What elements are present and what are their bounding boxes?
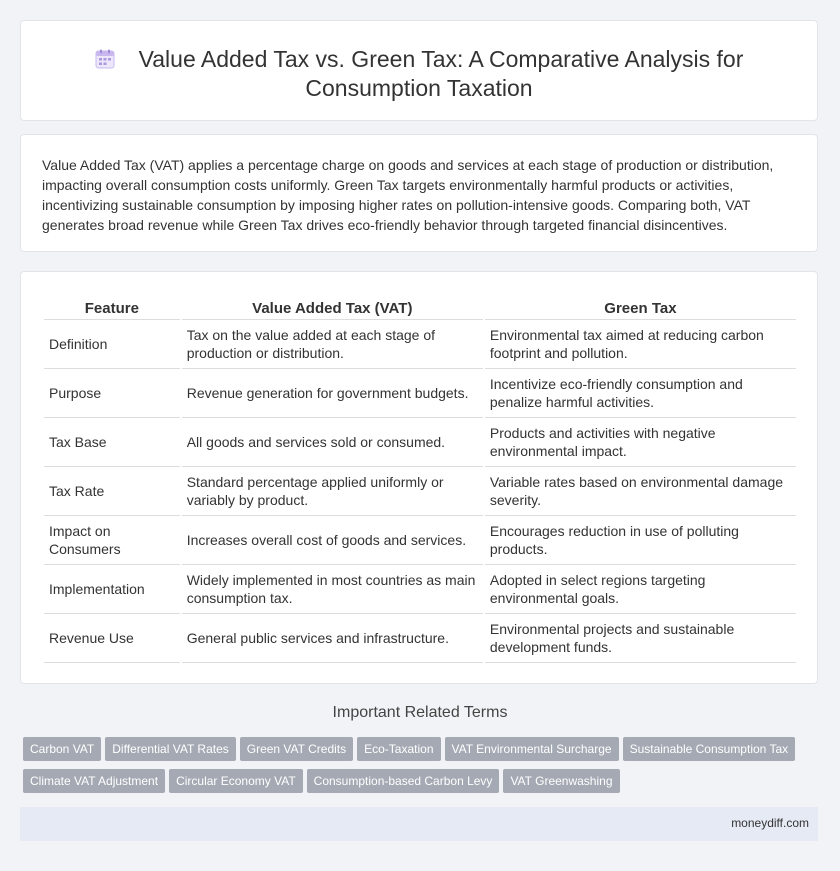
row-green-tax: Environmental tax aimed at reducing carbon footprint and pollution.	[485, 320, 796, 369]
comparison-table	[42, 297, 798, 663]
intro-paragraph: Value Added Tax (VAT) applies a percentage charge on goods and services at each stage of production or distribution, impacting overall consumption costs uniformly. Green Tax targets environmentally harmful products or activities, incentivizing sustainable consumption by imposing higher rates on pollution-intensive goods. Comparing both, VAT generates broad revenue while Green Tax drives eco-friendly behavior through targeted financial disincentives.	[42, 157, 774, 233]
row-feature: Definition	[44, 320, 180, 369]
related-term-tag[interactable]: VAT Greenwashing	[503, 769, 619, 793]
table-row	[44, 565, 796, 614]
calendar-icon	[95, 49, 115, 69]
related-term-tag[interactable]: Eco-Taxation	[357, 737, 440, 761]
row-vat: Tax on the value added at each stage of production or distribution.	[182, 320, 483, 369]
title-card	[20, 20, 818, 121]
table-row	[44, 467, 796, 516]
row-vat: Widely implemented in most countries as main consumption tax.	[182, 565, 483, 614]
header-green-tax: Green Tax	[485, 297, 796, 320]
row-green-tax: Environmental projects and sustainable development funds.	[485, 614, 796, 663]
row-vat: Standard percentage applied uniformly or variably by product.	[182, 467, 483, 516]
row-feature: Implementation	[44, 565, 180, 614]
comparison-card	[20, 271, 818, 684]
related-term-tag[interactable]: Differential VAT Rates	[105, 737, 236, 761]
related-term-tag[interactable]: Climate VAT Adjustment	[23, 769, 165, 793]
table-row	[44, 369, 796, 418]
title-line-2: Consumption Taxation	[305, 75, 533, 101]
table-row	[44, 418, 796, 467]
header-feature: Feature	[44, 297, 180, 320]
related-term-tag[interactable]: Carbon VAT	[23, 737, 101, 761]
row-vat: Revenue generation for government budgets.	[182, 369, 483, 418]
row-vat: All goods and services sold or consumed.	[182, 418, 483, 467]
row-green-tax: Encourages reduction in use of polluting products.	[485, 516, 796, 565]
row-feature: Impact on Consumers	[44, 516, 180, 565]
table-row	[44, 516, 796, 565]
page-title	[21, 45, 817, 103]
table-header-row	[44, 297, 796, 320]
row-green-tax: Variable rates based on environmental damage severity.	[485, 467, 796, 516]
row-green-tax: Products and activities with negative environmental impact.	[485, 418, 796, 467]
table-row	[44, 614, 796, 663]
table-row	[44, 320, 796, 369]
row-feature: Purpose	[44, 369, 180, 418]
row-green-tax: Incentivize eco-friendly consumption and penalize harmful activities.	[485, 369, 796, 418]
related-term-tag[interactable]: Green VAT Credits	[240, 737, 353, 761]
row-feature: Revenue Use	[44, 614, 180, 663]
header-vat: Value Added Tax (VAT)	[182, 297, 483, 320]
related-term-tag[interactable]: Consumption-based Carbon Levy	[307, 769, 500, 793]
related-terms-list	[23, 737, 823, 801]
title-line-1: Value Added Tax vs. Green Tax: A Comparative Analysis for	[138, 46, 744, 72]
related-term-tag[interactable]: Sustainable Consumption Tax	[623, 737, 796, 761]
row-feature: Tax Base	[44, 418, 180, 467]
row-green-tax: Adopted in select regions targeting environmental goals.	[485, 565, 796, 614]
related-term-tag[interactable]: VAT Environmental Surcharge	[445, 737, 619, 761]
row-vat: Increases overall cost of goods and services.	[182, 516, 483, 565]
related-term-tag[interactable]: Circular Economy VAT	[169, 769, 303, 793]
row-feature: Tax Rate	[44, 467, 180, 516]
footer-bar	[20, 807, 818, 841]
footer-site-link[interactable]: moneydiff.com	[731, 816, 809, 830]
intro-card	[20, 134, 818, 252]
related-terms-heading: Important Related Terms	[332, 704, 508, 721]
row-vat: General public services and infrastructure.	[182, 614, 483, 663]
